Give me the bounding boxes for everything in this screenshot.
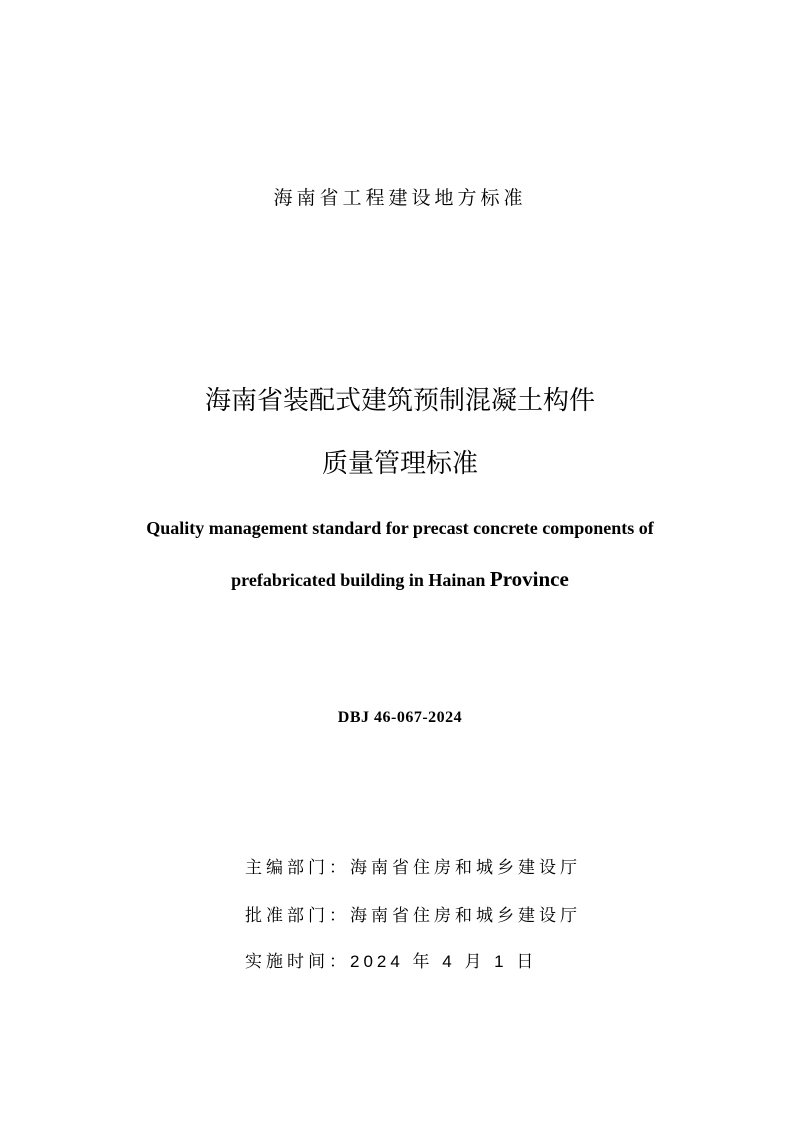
standard-code: DBJ 46-067-2024 <box>337 709 463 726</box>
english-title-line-1: Quality management standard for precast concrete components of <box>146 518 654 538</box>
chinese-title-line-1: 海南省装配式建筑预制混凝土构件 <box>204 385 595 415</box>
meta-label: 实施时间： <box>245 952 350 971</box>
meta-value: 海南省住房和城乡建设厅 <box>350 858 581 877</box>
meta-value: 海南省住房和城乡建设厅 <box>350 906 581 925</box>
english-title-line-2 <box>0 567 800 592</box>
meta-value: 2024 年 4 月 1 日 <box>350 952 538 971</box>
chinese-title-line-2: 质量管理标准 <box>321 448 478 478</box>
english-title-province: Province <box>489 567 569 591</box>
approval-department <box>245 901 581 926</box>
meta-label: 批准部门： <box>245 906 350 925</box>
english-title-line-2-text: prefabricated building in Hainan <box>231 570 486 590</box>
standard-category-header: 海南省工程建设地方标准 <box>273 188 527 209</box>
implementation-date <box>245 947 537 972</box>
chief-editor-department <box>245 853 581 878</box>
meta-label: 主编部门： <box>245 858 350 877</box>
